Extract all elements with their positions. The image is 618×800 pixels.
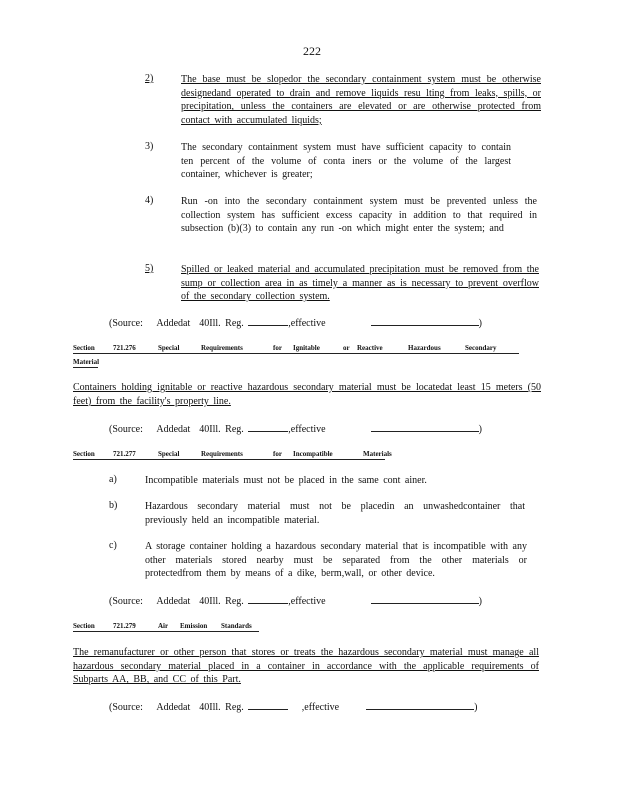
item-number: 2): [145, 73, 154, 84]
item-text: The secondary containment system must have sufficient capacity to contain ten percent of the volume of conta iners or the volume of the largest container, whichever is greater;: [181, 142, 511, 181]
source-note: (Source: Addedat 40Ill. Reg. ,effective ): [109, 596, 482, 607]
item-text: The base must be slopedor the secondary containment system must be otherwise designedand operated to drain and remove liquids resu lting from leaks, spills, or precipitation, unless the containers are elevated or are otherwise protected from contact with accumulated liquids;: [181, 74, 541, 126]
item-text: A storage container holding a hazardous secondary material that is incompatible with any other materials stored nearby must be separated from the other materials or protectedfrom them by means of a dike, berm,wall, or other device.: [145, 541, 527, 580]
item-text: Hazardous secondary material must not be placedin an unwashedcontainer that previously held an incompatible material.: [145, 501, 525, 526]
item-number: 5): [145, 263, 154, 274]
item-text: Incompatible materials must not be placed in the same cont ainer.: [145, 475, 427, 486]
item-number: c): [109, 540, 117, 551]
source-note: (Source: Addedat 40Ill. Reg. ,effective ): [109, 702, 478, 713]
item-number: a): [109, 474, 117, 485]
section-body: The remanufacturer or other person that stores or treats the hazardous secondary material must manage all hazardous secondary material placed in a container in accordance with the applicable requirements of Subparts AA, BB, and CC of this Part.: [73, 647, 539, 686]
item-text: Run -on into the secondary containment system must be prevented unless the collection system has sufficient excess capacity in addition to that required in subsection (b)(3) to contain any run -on which might enter the system; and: [181, 196, 537, 235]
section-heading: Section 721.277 Special Requirements for Incompatible Materials: [73, 450, 392, 458]
source-note: (Source: Addedat 40Ill. Reg. ,effective ): [109, 424, 482, 435]
section-heading: Section 721.279 Air Emission Standards: [73, 622, 252, 630]
section-heading: Section 721.276 Special Requirements for Ignitable or Reactive Hazardous Secondary Material: [73, 344, 497, 366]
source-note: (Source: Addedat 40Ill. Reg. ,effective ): [109, 318, 482, 329]
page-number: 222: [303, 44, 321, 58]
item-number: 4): [145, 195, 154, 206]
item-text: Spilled or leaked material and accumulated precipitation must be removed from the sump or collection area in as timely a manner as is necessary to prevent overflow of the secondary collection system.: [181, 264, 539, 303]
item-number: b): [109, 500, 118, 511]
item-number: 3): [145, 141, 154, 152]
section-body: Containers holding ignitable or reactive hazardous secondary material must be locatedat least 15 meters (50 feet) from the facility's property line.: [73, 382, 541, 407]
